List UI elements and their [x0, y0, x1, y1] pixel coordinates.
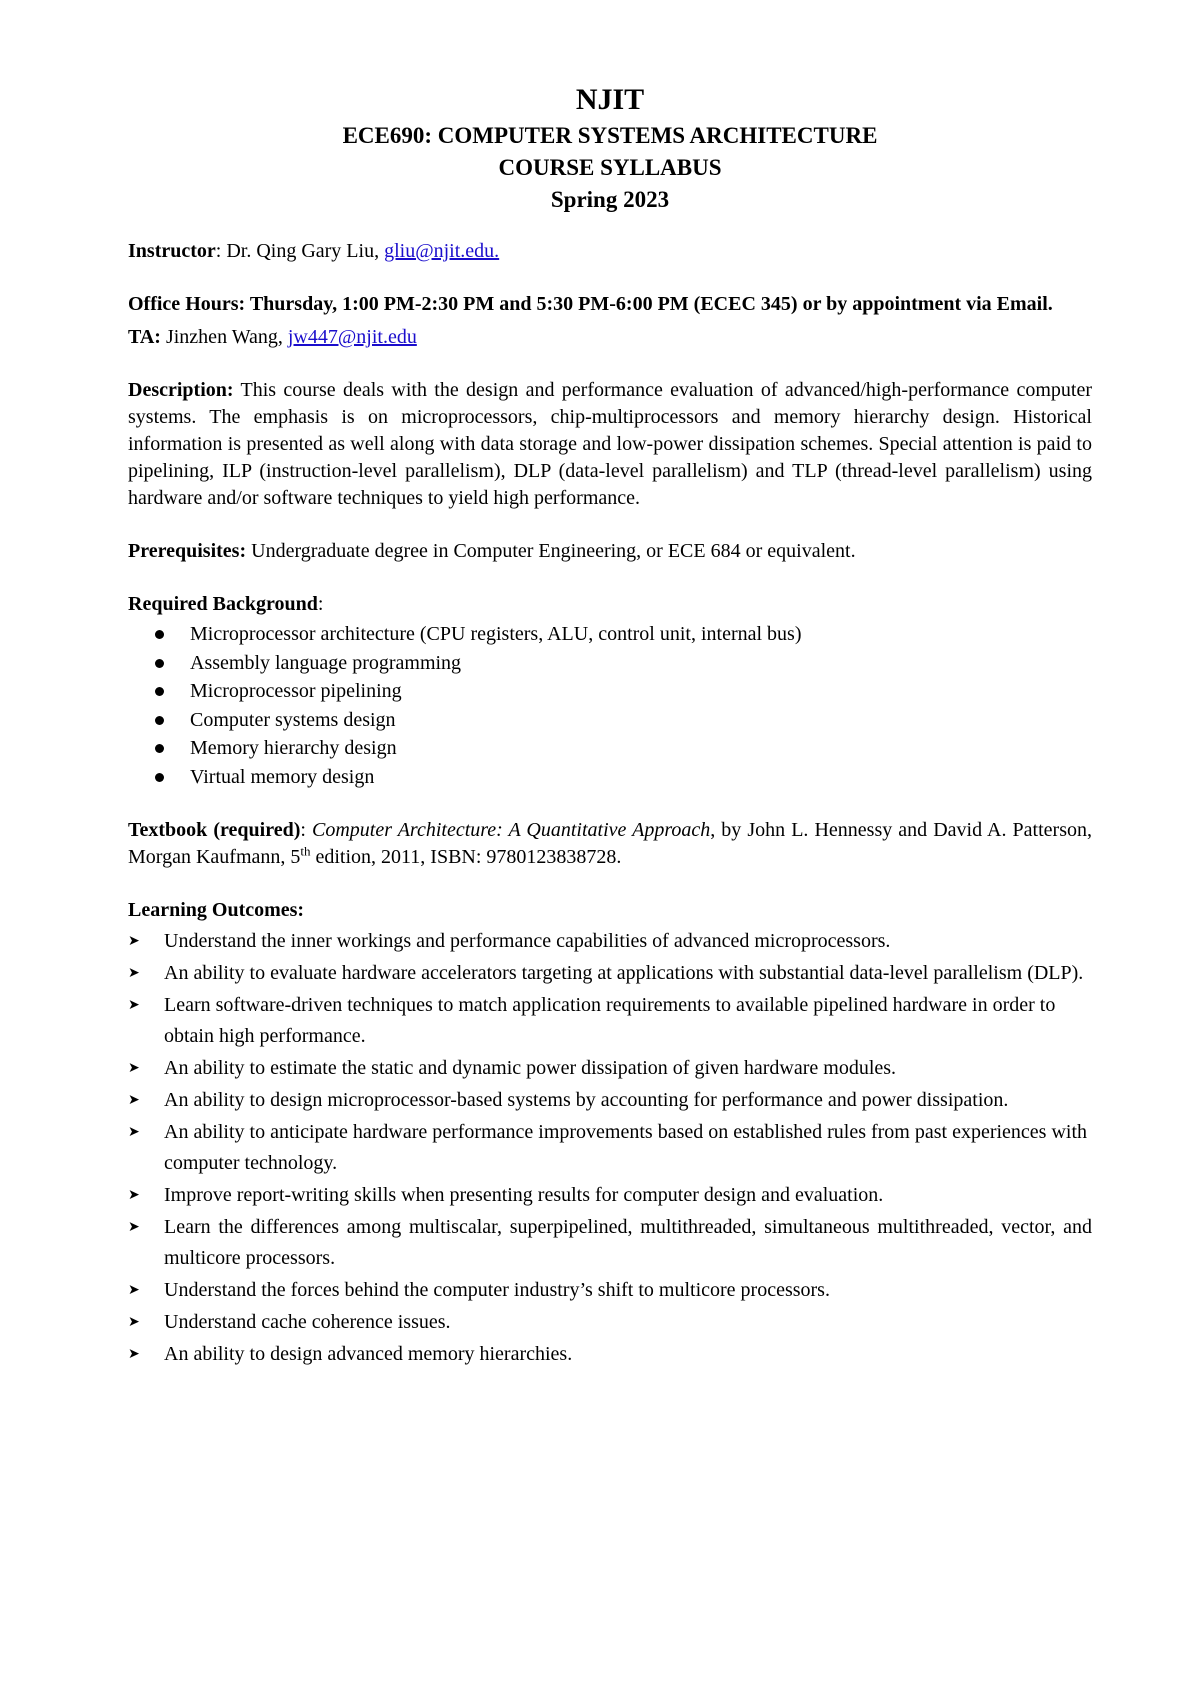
ta-name: Jinzhen Wang, [165, 326, 283, 348]
instructor-sep: : [215, 240, 227, 262]
term: Spring 2023 [550, 187, 670, 212]
prerequisites-label: Prerequisites: [128, 540, 247, 562]
list-item: ➤ An ability to design microprocessor-based systems by accounting for performance and power dissipation. [128, 1085, 1092, 1116]
arrow-bullet-icon: ➤ [128, 1188, 140, 1203]
textbook-title: Computer Architecture: A Quantitative Approach [312, 819, 711, 841]
list-item: ➤ Understand cache coherence issues. [128, 1307, 1092, 1338]
school-name: NJIT [575, 83, 645, 116]
arrow-bullet-icon: ➤ [128, 1220, 140, 1235]
instructor-name: Dr. Qing Gary Liu, [226, 240, 380, 262]
list-item: ➤ An ability to evaluate hardware accelerators targeting at applications with substantial data-level parallelism (DLP). [128, 958, 1092, 989]
instructor-label: Instructor [128, 240, 216, 262]
list-item: ➤ Understand the forces behind the computer industry’s shift to multicore processors. [128, 1275, 1092, 1306]
list-item: ➤ Improve report-writing skills when presenting results for computer design and evaluation. [128, 1180, 1092, 1211]
list-item: Microprocessor architecture (CPU registers, ALU, control unit, internal bus) [128, 620, 1092, 649]
textbook-label: Textbook (required) [128, 819, 301, 841]
office-hours-line [128, 291, 1092, 318]
list-item: ➤ Understand the inner workings and performance capabilities of advanced microprocessors. [128, 926, 1092, 957]
arrow-bullet-icon: ➤ [128, 1125, 140, 1140]
description-label: Description: [128, 379, 234, 401]
list-item: Virtual memory design [128, 763, 1092, 792]
textbook-details-a: , by John L. Hennessy and David A. Patterson, Morgan Kaufmann, 5 [128, 819, 1092, 868]
textbook-edition-sup: th [300, 843, 311, 859]
course-title: ECE690: COMPUTER SYSTEMS ARCHITECTURE [342, 123, 878, 148]
textbook-details-b: edition, 2011, ISBN: 9780123838728. [310, 846, 622, 868]
learning-outcomes-section [128, 897, 1092, 1370]
required-background-label: Required Background [128, 593, 318, 615]
list-item: Assembly language programming [128, 649, 1092, 678]
document-type: COURSE SYLLABUS [498, 155, 722, 180]
arrow-bullet-icon: ➤ [128, 966, 140, 981]
ta-line [128, 324, 1092, 351]
instructor-email-link[interactable]: gliu@njit.edu. [384, 240, 500, 262]
arrow-bullet-icon: ➤ [128, 1093, 140, 1108]
bullet-dot-icon [155, 773, 164, 782]
required-background-section [128, 591, 1092, 791]
arrow-bullet-icon: ➤ [128, 1283, 140, 1298]
bullet-dot-icon [155, 659, 164, 668]
textbook-sep: : [300, 819, 312, 841]
textbook-paragraph [128, 817, 1092, 871]
bullet-dot-icon [155, 687, 164, 696]
instructor-line [128, 238, 1092, 265]
document-header [128, 80, 1092, 216]
learning-outcomes-heading: Learning Outcomes: [128, 899, 305, 921]
syllabus-page [128, 80, 1092, 1371]
required-background-heading [128, 591, 1092, 618]
bullet-dot-icon [155, 716, 164, 725]
arrow-bullet-icon: ➤ [128, 1061, 140, 1076]
learning-outcomes-list [128, 926, 1092, 1370]
list-item: ➤ An ability to design advanced memory hierarchies. [128, 1339, 1092, 1370]
ta-label: TA: [128, 326, 161, 348]
description-paragraph [128, 377, 1092, 512]
required-background-list [128, 620, 1092, 791]
list-item: ➤ An ability to anticipate hardware performance improvements based on established rules from past experiences with computer technology. [128, 1117, 1092, 1179]
office-hours-label: Office Hours: [128, 293, 246, 315]
list-item: ➤ Learn the differences among multiscalar, superpipelined, multithreaded, simultaneous multithreaded, vector, and multicore processors. [128, 1212, 1092, 1274]
prerequisites-line [128, 538, 1092, 565]
arrow-bullet-icon: ➤ [128, 1315, 140, 1330]
bullet-dot-icon [155, 744, 164, 753]
required-background-sep: : [317, 593, 324, 615]
arrow-bullet-icon: ➤ [128, 1347, 140, 1362]
ta-email-link[interactable]: jw447@njit.edu [287, 326, 417, 348]
bullet-dot-icon [155, 630, 164, 639]
list-item: Microprocessor pipelining [128, 677, 1092, 706]
list-item: ➤ An ability to estimate the static and dynamic power dissipation of given hardware modules. [128, 1053, 1092, 1084]
list-item: Memory hierarchy design [128, 734, 1092, 763]
description-text: This course deals with the design and performance evaluation of advanced/high-performance computer systems. The emphasis is on microprocessors, chip-multiprocessors and memory hierarchy design. Historical information is presented as well along with data storage and low-power dissipation schemes. Special attention is paid to pipelining, ILP (instruction-level parallelism), DLP (data-level parallelism) and TLP (thread-level parallelism) using hardware and/or software techniques to yield high performance. [128, 379, 1093, 509]
arrow-bullet-icon: ➤ [128, 998, 140, 1013]
list-item: ➤ Learn software-driven techniques to match application requirements to available pipelined hardware in order to obtain high performance. [128, 990, 1092, 1052]
list-item: Computer systems design [128, 706, 1092, 735]
office-hours-text: Thursday, 1:00 PM-2:30 PM and 5:30 PM-6:00 PM (ECEC 345) or by appointment via Email. [249, 293, 1053, 315]
prerequisites-text: Undergraduate degree in Computer Engineering, or ECE 684 or equivalent. [251, 540, 856, 562]
arrow-bullet-icon: ➤ [128, 934, 140, 949]
